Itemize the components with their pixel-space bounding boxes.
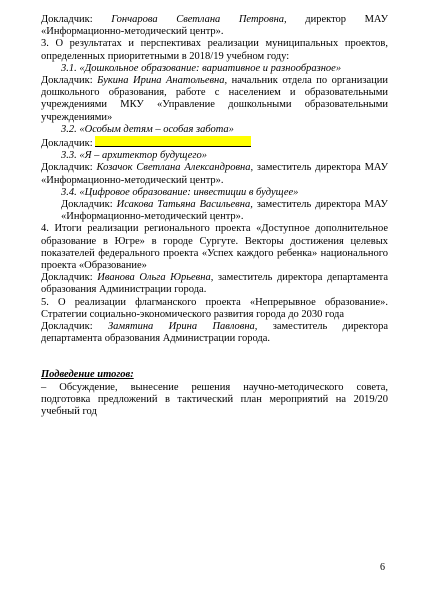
summary-heading: Подведение итогов: bbox=[41, 369, 134, 381]
document-body bbox=[41, 14, 388, 418]
speaker-position: заместитель директора департамента образования Администрации города. bbox=[41, 321, 388, 345]
speaker-line bbox=[41, 321, 388, 345]
speaker-name: Козачок Светлана Александровна, bbox=[96, 162, 254, 174]
agenda-subitem: 3.4. «Цифровое образование: инвестиции в будущее» bbox=[61, 186, 299, 198]
speaker-name: Иванова Ольга Юрьевна, bbox=[97, 272, 214, 284]
speaker-position: начальник отдела по организации дошкольного образования, работе с населением и образовательными учреждениями МКУ «Управление дошкольными образовательными учреждениями» bbox=[41, 75, 389, 123]
speaker-line bbox=[41, 162, 388, 186]
speaker-line bbox=[41, 199, 388, 223]
speaker-label: Докладчик: bbox=[41, 75, 93, 87]
speaker-position: заместитель директора департамента образования Администрации города. bbox=[41, 272, 389, 296]
spacer bbox=[41, 345, 388, 369]
summary-text: – Обсуждение, вынесение решения научно-методического совета, подготовка предложений в тактический план мероприятий на 2019/20 учебный год bbox=[41, 381, 388, 418]
speaker-label: Докладчик: bbox=[41, 272, 93, 284]
speaker-position: заместитель директора МАУ «Информационно-методический центр». bbox=[61, 199, 388, 223]
speaker-name: Замятина Ирина Павловна, bbox=[107, 321, 258, 333]
speaker-line bbox=[41, 272, 388, 296]
agenda-item: 5. О реализации флагманского проекта «Непрерывное образование». Стратегии социально-экономического развития города до 2030 года bbox=[41, 296, 388, 320]
agenda-item: 3. О результатах и перспективах реализации муниципальных проектов, определенных приоритетными в 2018/19 учебном году: bbox=[41, 38, 388, 62]
agenda-subitem: 3.2. «Особым детям – особая забота» bbox=[61, 123, 234, 135]
speaker-name: Гончарова Светлана Петровна, bbox=[111, 14, 287, 25]
speaker-label: Докладчик: bbox=[61, 199, 113, 211]
speaker-line bbox=[41, 14, 388, 38]
speaker-line bbox=[41, 75, 388, 124]
page-number: 6 bbox=[380, 562, 385, 573]
speaker-label: Докладчик: bbox=[41, 162, 93, 174]
agenda-subitem: 3.3. «Я – архитектор будущего» bbox=[61, 150, 208, 162]
speaker-position: директор МАУ «Информационно-методический центр». bbox=[41, 14, 389, 38]
speaker-line bbox=[41, 136, 388, 150]
speaker-name: Букина Ирина Анатольевна, bbox=[97, 75, 228, 87]
speaker-name: Исакова Татьяна Васильевна, bbox=[116, 199, 253, 211]
speaker-position: заместитель директора МАУ «Информационно-методический центр». bbox=[41, 162, 389, 186]
speaker-label: Докладчик: bbox=[41, 138, 93, 150]
agenda-subitem: 3.1. «Дошкольное образование: вариативное и разнообразное» bbox=[61, 62, 342, 74]
speaker-label: Докладчик: bbox=[41, 14, 93, 25]
speaker-label: Докладчик: bbox=[41, 321, 93, 333]
highlighted-blank bbox=[95, 136, 251, 147]
agenda-item: 4. Итоги реализации регионального проекта «Доступное дополнительное образование в Югре» в городе Сургуте. Векторы достижения целевых показателей федерального проекта «Успех каждого ребенка» национального проекта «Образование» bbox=[41, 223, 388, 272]
